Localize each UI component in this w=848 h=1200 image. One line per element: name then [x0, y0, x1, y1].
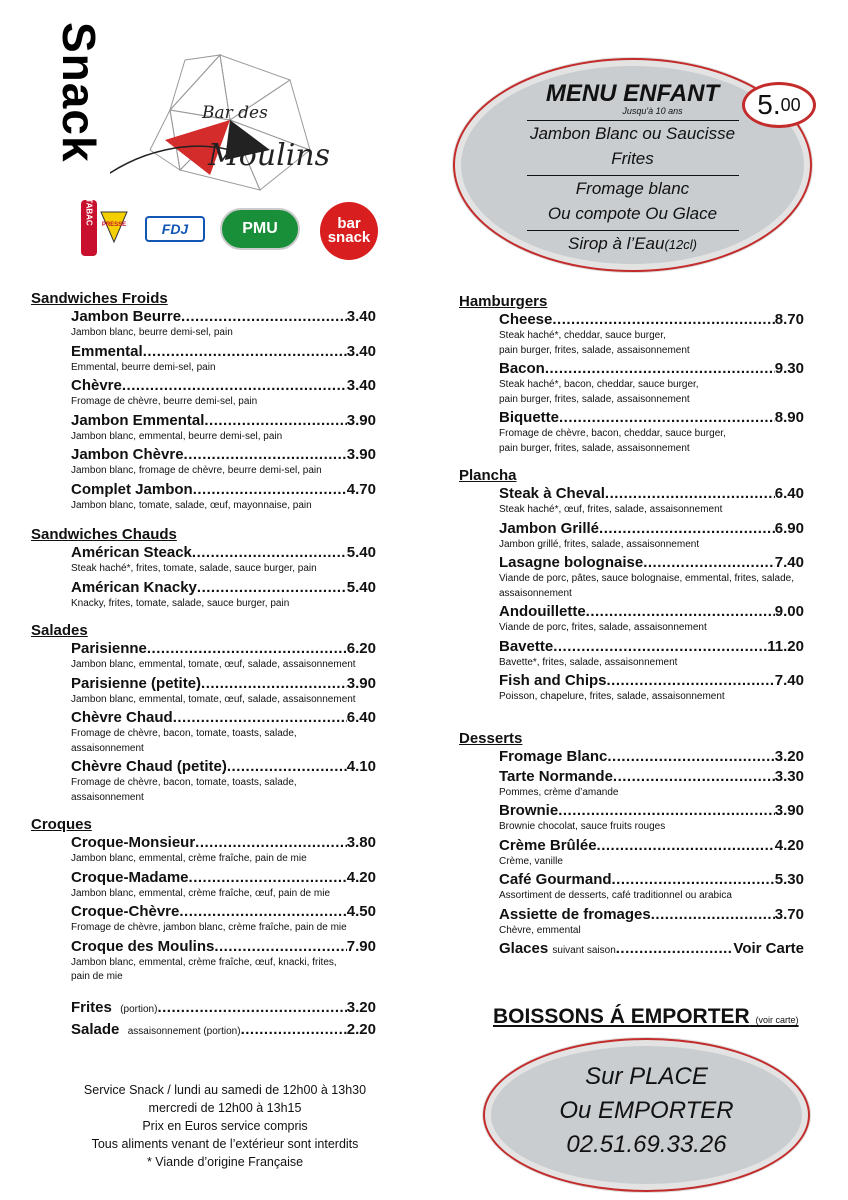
item-price: 7.90	[346, 937, 376, 955]
item-description: Jambon blanc, fromage de chèvre, beurre demi-sel, pain	[71, 465, 322, 476]
menu-item	[499, 519, 804, 552]
sur-place-line: Sur PLACE	[585, 1063, 708, 1090]
menu-item	[499, 836, 804, 869]
section-title: Sandwiches Chauds	[31, 526, 177, 543]
sirop-label: Sirop à l’Eau	[568, 234, 665, 253]
item-name: Cheese	[499, 311, 553, 328]
item-name: Biquette	[499, 409, 559, 426]
menu-item-row	[499, 870, 804, 890]
item-name: Américan Knacky	[71, 578, 197, 596]
item-description: pain de mie	[71, 971, 123, 982]
menu-item	[71, 411, 376, 444]
item-description: Viande de porc, frites, salade, assaisonnement	[499, 622, 707, 633]
dot-leader	[192, 543, 347, 563]
item-description: pain burger, frites, salade, assaisonnement	[499, 344, 690, 356]
menu-enfant-line: Frites	[611, 149, 654, 168]
dot-leader	[613, 767, 775, 787]
menu-item	[71, 998, 376, 1020]
pmu-label: PMU	[242, 220, 278, 237]
dot-leader	[612, 870, 775, 890]
item-note: suivant saison	[552, 945, 616, 956]
menu-item-row	[71, 307, 376, 327]
service-info	[40, 1081, 410, 1171]
menu-item-row	[71, 543, 376, 563]
item-price: 5.30	[774, 871, 804, 888]
dot-leader	[204, 411, 346, 431]
item-price: 3.90	[346, 674, 376, 692]
item-price: 9.30	[774, 360, 804, 377]
item-name: Salade	[71, 1020, 120, 1038]
menu-item	[71, 543, 376, 576]
item-description: Poisson, chapelure, frites, salade, assaisonnement	[499, 691, 725, 702]
menu-item	[71, 757, 376, 804]
menu-item-row	[499, 519, 804, 539]
item-price: 6.90	[774, 519, 804, 537]
item-description: assaisonnement	[71, 791, 144, 803]
item-description: Fromage de chèvre, jambon blanc, crème fraîche, pain de mie	[71, 922, 347, 933]
fdj-label: FDJ	[161, 221, 189, 237]
menu-item	[499, 905, 804, 938]
menu-item	[71, 833, 376, 866]
item-name: Brownie	[499, 802, 559, 819]
item-description: assaisonnement	[71, 742, 144, 754]
item-name: Chèvre	[71, 377, 122, 394]
item-description: Jambon blanc, emmental, beurre demi-sel, pain	[71, 430, 283, 442]
menu-enfant-line: Fromage blanc	[575, 179, 690, 198]
item-name: Jambon Beurre	[71, 308, 182, 325]
item-name: Complet Jambon	[71, 480, 193, 498]
item-description: Jambon blanc, emmental, crème fraîche, pain de mie	[71, 853, 307, 864]
boissons-note: (voir carte)	[755, 1015, 799, 1025]
item-name: Chèvre Chaud (petite)	[71, 758, 227, 775]
menu-section	[31, 816, 376, 984]
item-name: Bavette	[499, 637, 554, 655]
dot-leader	[227, 757, 347, 777]
item-name: Assiette de fromages	[499, 905, 651, 923]
dot-leader	[552, 310, 774, 330]
item-description: Jambon blanc, emmental, crème fraîche, œuf, pain de mie	[71, 887, 331, 899]
footer-line: mercredi de 12h00 à 13h15	[148, 1101, 302, 1115]
item-price: 4.10	[346, 758, 376, 775]
sur-place-line: Ou EMPORTER	[559, 1097, 734, 1124]
item-name: Américan Steack	[71, 544, 192, 561]
item-price: 3.40	[346, 308, 376, 325]
section-title: Sandwiches Froids	[31, 290, 168, 307]
menu-item	[71, 1020, 376, 1042]
menu-item	[71, 480, 376, 513]
item-price: 3.90	[346, 411, 376, 429]
price-main: 5.	[757, 89, 781, 120]
item-price: 3.90	[346, 446, 376, 463]
phone-number: 02.51.69.33.26	[566, 1131, 727, 1158]
dot-leader	[553, 637, 767, 657]
dot-leader	[607, 671, 775, 691]
item-description: Pommes, crème d’amande	[499, 786, 619, 798]
item-price: 2.20	[346, 1020, 376, 1038]
left-menu-column	[31, 290, 376, 1042]
menu-item	[499, 671, 804, 704]
menu-enfant-line	[461, 231, 804, 257]
item-name: Steak à Cheval	[499, 485, 605, 502]
item-price: 8.70	[774, 311, 804, 328]
item-name: Lasagne bolognaise	[499, 554, 644, 571]
menu-enfant-line: Jambon Blanc ou Saucisse	[529, 124, 736, 143]
menu-item-row	[499, 553, 804, 573]
dot-leader	[605, 484, 775, 504]
dot-leader	[597, 836, 775, 856]
item-description: Viande de porc, pâtes, sauce bolognaise, emmental, frites, salade,	[499, 573, 794, 584]
section-title: Croques	[31, 816, 92, 833]
menu-item-row	[71, 833, 376, 853]
item-description: Chèvre, emmental	[499, 924, 581, 936]
menu-item-row	[499, 359, 804, 379]
dot-leader	[214, 937, 346, 957]
boissons-heading	[493, 1005, 799, 1029]
menu-item-row	[71, 445, 376, 465]
menu-section	[31, 526, 376, 610]
dot-leader	[599, 519, 775, 539]
dot-leader	[143, 342, 347, 362]
menu-item	[71, 902, 376, 935]
dot-leader	[195, 833, 347, 853]
snack-badge-label: snack	[327, 229, 371, 246]
footer-line: * Viande d’origine Française	[146, 1155, 304, 1169]
item-price: 5.40	[346, 544, 376, 561]
section-title: Hamburgers	[459, 293, 548, 310]
menu-item-row	[499, 939, 804, 961]
menu-item	[499, 801, 804, 834]
item-name: Croque-Chèvre	[71, 903, 180, 920]
item-name: Parisienne (petite)	[71, 674, 202, 692]
snack-label: Snack	[53, 22, 105, 163]
item-price: 3.30	[774, 767, 804, 785]
item-description: Fromage de chèvre, bacon, cheddar, sauce burger,	[499, 428, 726, 439]
item-description: Jambon blanc, emmental, tomate, œuf, salade, assaisonnement	[71, 659, 356, 670]
dot-leader	[241, 1020, 347, 1040]
item-name: Chèvre Chaud	[71, 709, 173, 726]
item-description: Jambon blanc, emmental, crème fraîche, œuf, knacki, frites,	[71, 956, 337, 968]
item-description: Jambon blanc, beurre demi-sel, pain	[71, 327, 233, 338]
item-price: 3.20	[774, 747, 804, 765]
menu-item-row	[71, 639, 376, 659]
menu-item-row	[71, 937, 376, 957]
dot-leader	[193, 480, 347, 500]
dot-leader	[201, 674, 347, 694]
section-title: Desserts	[459, 729, 523, 747]
menu-item	[71, 639, 376, 672]
item-name: Crème Brûlée	[499, 836, 597, 854]
item-price: 4.20	[774, 836, 804, 854]
sirop-note: (12cl)	[664, 237, 697, 252]
tabac-label: TABAC	[84, 198, 94, 226]
footer-line: Service Snack / lundi au samedi de 12h00 à 13h30	[83, 1083, 367, 1097]
item-description: Fromage de chèvre, bacon, tomate, toasts, salade,	[71, 728, 297, 739]
menu-item-row	[499, 637, 804, 657]
menu-item	[499, 484, 804, 517]
item-description: Emmental, beurre demi-sel, pain	[71, 361, 216, 373]
menu-item	[499, 408, 804, 455]
menu-section	[459, 293, 804, 455]
item-price: 5.40	[346, 578, 376, 596]
menu-item	[71, 578, 376, 611]
item-price: 3.80	[346, 834, 376, 851]
menu-item	[499, 359, 804, 406]
menu-item-row	[71, 868, 376, 888]
menu-item	[71, 445, 376, 478]
item-price: 4.50	[346, 903, 376, 920]
menu-enfant-title: MENU ENFANT	[545, 80, 720, 107]
item-description: Knacky, frites, tomate, salade, sauce burger, pain	[71, 597, 290, 609]
bar-des-moulins-logo	[110, 40, 340, 200]
item-name: Glaces	[499, 940, 549, 957]
menu-item-row	[71, 376, 376, 396]
dot-leader	[122, 376, 347, 396]
item-name: Fromage Blanc	[499, 747, 608, 765]
menu-item-row	[499, 747, 804, 767]
item-description: Crème, vanille	[499, 855, 563, 867]
item-price: 6.40	[774, 485, 804, 502]
menu-item	[499, 939, 804, 961]
item-description: Jambon grillé, frites, salade, assaisonnement	[499, 538, 700, 550]
menu-item-row	[499, 310, 804, 330]
boissons-title: BOISSONS Á EMPORTER	[493, 1005, 750, 1028]
menu-section	[459, 467, 804, 704]
item-price: 6.20	[346, 640, 376, 657]
item-price: 3.20	[346, 998, 376, 1016]
snack-vertical-title	[53, 22, 116, 182]
menu-item	[71, 868, 376, 901]
item-price: 3.70	[774, 905, 804, 923]
item-name: Croque-Madame	[71, 868, 189, 886]
right-menu-column	[459, 293, 804, 961]
item-name: Bacon	[499, 360, 545, 377]
menu-item-row	[499, 767, 804, 787]
menu-item	[71, 307, 376, 340]
section-title: Salades	[31, 622, 88, 639]
menu-item	[499, 310, 804, 357]
footer-line: Prix en Euros service compris	[142, 1119, 308, 1133]
item-description: Steak haché*, bacon, cheddar, sauce burger,	[499, 379, 699, 390]
item-description: Fromage de chèvre, bacon, tomate, toasts, salade,	[71, 777, 297, 788]
menu-item-row	[499, 836, 804, 856]
dot-leader	[189, 868, 347, 888]
menu-item	[499, 747, 804, 767]
dot-leader	[651, 905, 775, 925]
item-price: 3.40	[346, 342, 376, 360]
menu-enfant-line: Ou compote Ou Glace	[547, 204, 718, 223]
menu-item	[71, 342, 376, 375]
menu-section	[31, 290, 376, 512]
item-price: 8.90	[774, 409, 804, 426]
dot-leader	[558, 801, 775, 821]
menu-item-row	[499, 905, 804, 925]
logo-text-bottom: Moulins	[208, 138, 331, 173]
partner-badges	[75, 198, 385, 260]
menu-item-row	[499, 408, 804, 428]
menu-item-row	[71, 578, 376, 598]
dot-leader	[181, 307, 347, 327]
dot-leader	[607, 747, 774, 767]
item-description: Bavette*, frites, salade, assaisonnement	[499, 656, 678, 668]
item-note: (portion)	[120, 1003, 158, 1015]
menu-item-row	[499, 602, 804, 622]
item-description: Assortiment de desserts, café traditionnel ou arabica	[499, 890, 732, 901]
menu-item-row	[71, 411, 376, 431]
bar-label: bar	[337, 215, 361, 232]
presse-label: PRESSE	[101, 222, 127, 228]
item-description: Fromage de chèvre, beurre demi-sel, pain	[71, 396, 258, 407]
item-price: 7.40	[774, 672, 804, 689]
extras-section	[31, 998, 376, 1042]
item-name: Tarte Normande	[499, 767, 613, 785]
dot-leader	[147, 639, 347, 659]
item-price: 11.20	[767, 637, 804, 655]
tabac-presse-badge	[75, 198, 133, 260]
item-name: Croque des Moulins	[71, 937, 215, 955]
menu-item	[499, 602, 804, 635]
menu-item	[71, 937, 376, 984]
item-description: Steak haché*, frites, tomate, salade, sauce burger, pain	[71, 563, 317, 574]
item-description: Brownie chocolat, sauce fruits rouges	[499, 821, 666, 832]
footer-line: Tous aliments venant de l’extérieur sont interdits	[91, 1137, 359, 1151]
item-name: Emmental	[71, 342, 143, 360]
item-description: assaisonnement	[499, 587, 572, 599]
menu-item-row	[71, 674, 376, 694]
item-description: Jambon blanc, emmental, tomate, œuf, salade, assaisonnement	[71, 693, 356, 705]
item-price: 7.40	[774, 554, 804, 571]
dot-leader	[184, 445, 347, 465]
menu-section	[459, 730, 804, 962]
menu-item	[499, 767, 804, 800]
item-description: pain burger, frites, salade, assaisonnement	[499, 442, 690, 454]
item-price: 3.90	[774, 802, 804, 819]
item-description: pain burger, frites, salade, assaisonnement	[499, 393, 690, 405]
item-name: Croque-Monsieur	[71, 834, 196, 851]
item-name: Jambon Grillé	[499, 519, 600, 537]
item-description: Jambon blanc, tomate, salade, œuf, mayonnaise, pain	[71, 499, 312, 511]
menu-item	[71, 674, 376, 707]
menu-item-row	[71, 998, 376, 1020]
item-name: Jambon Emmental	[71, 411, 205, 429]
item-name: Andouillette	[499, 603, 586, 620]
item-price: 4.20	[346, 868, 376, 886]
menu-section	[31, 622, 376, 804]
menu-item-row	[499, 484, 804, 504]
item-name: Jambon Chèvre	[71, 446, 184, 463]
item-note: assaisonnement (portion)	[127, 1025, 241, 1037]
menu-enfant-subtitle: Jusqu'à 10 ans	[622, 106, 683, 116]
item-price: 6.40	[346, 709, 376, 726]
dot-leader	[616, 939, 734, 959]
menu-item-row	[71, 1020, 376, 1042]
dot-leader	[643, 553, 775, 573]
section-title: Plancha	[459, 467, 517, 484]
pmu-badge	[220, 208, 300, 250]
menu-item	[499, 870, 804, 903]
item-name: Café Gourmand	[499, 871, 612, 888]
item-name: Frites	[71, 998, 112, 1016]
price-cents: 00	[780, 94, 801, 115]
menu-item-row	[499, 671, 804, 691]
item-description: Steak haché*, œuf, frites, salade, assaisonnement	[499, 504, 723, 515]
menu-item-row	[499, 801, 804, 821]
dot-leader	[197, 578, 347, 598]
item-price: 4.70	[346, 480, 376, 498]
logo-graphic	[110, 40, 340, 200]
menu-item-row	[71, 480, 376, 500]
item-name: Parisienne	[71, 640, 147, 657]
item-price: Voir Carte	[733, 940, 804, 957]
menu-item	[499, 637, 804, 670]
item-name: Fish and Chips	[499, 672, 607, 689]
dot-leader	[179, 902, 346, 922]
menu-item-row	[71, 708, 376, 728]
menu-item	[71, 376, 376, 409]
item-price: 3.40	[346, 377, 376, 394]
item-price: 9.00	[774, 603, 804, 620]
dot-leader	[559, 408, 775, 428]
dot-leader	[157, 998, 346, 1018]
bar-snack-badge	[320, 202, 378, 260]
logo-text-top: Bar des	[202, 103, 268, 123]
dot-leader	[173, 708, 347, 728]
menu-item	[499, 553, 804, 600]
item-description: Steak haché*, cheddar, sauce burger,	[499, 330, 666, 341]
menu-item-row	[71, 757, 376, 777]
dot-leader	[586, 602, 775, 622]
dot-leader	[545, 359, 775, 379]
fdj-badge	[145, 216, 205, 242]
menu-item-row	[71, 342, 376, 362]
sur-place-oval	[485, 1040, 808, 1190]
menu-item	[71, 708, 376, 755]
menu-item-row	[71, 902, 376, 922]
menu-enfant-price	[742, 82, 816, 128]
